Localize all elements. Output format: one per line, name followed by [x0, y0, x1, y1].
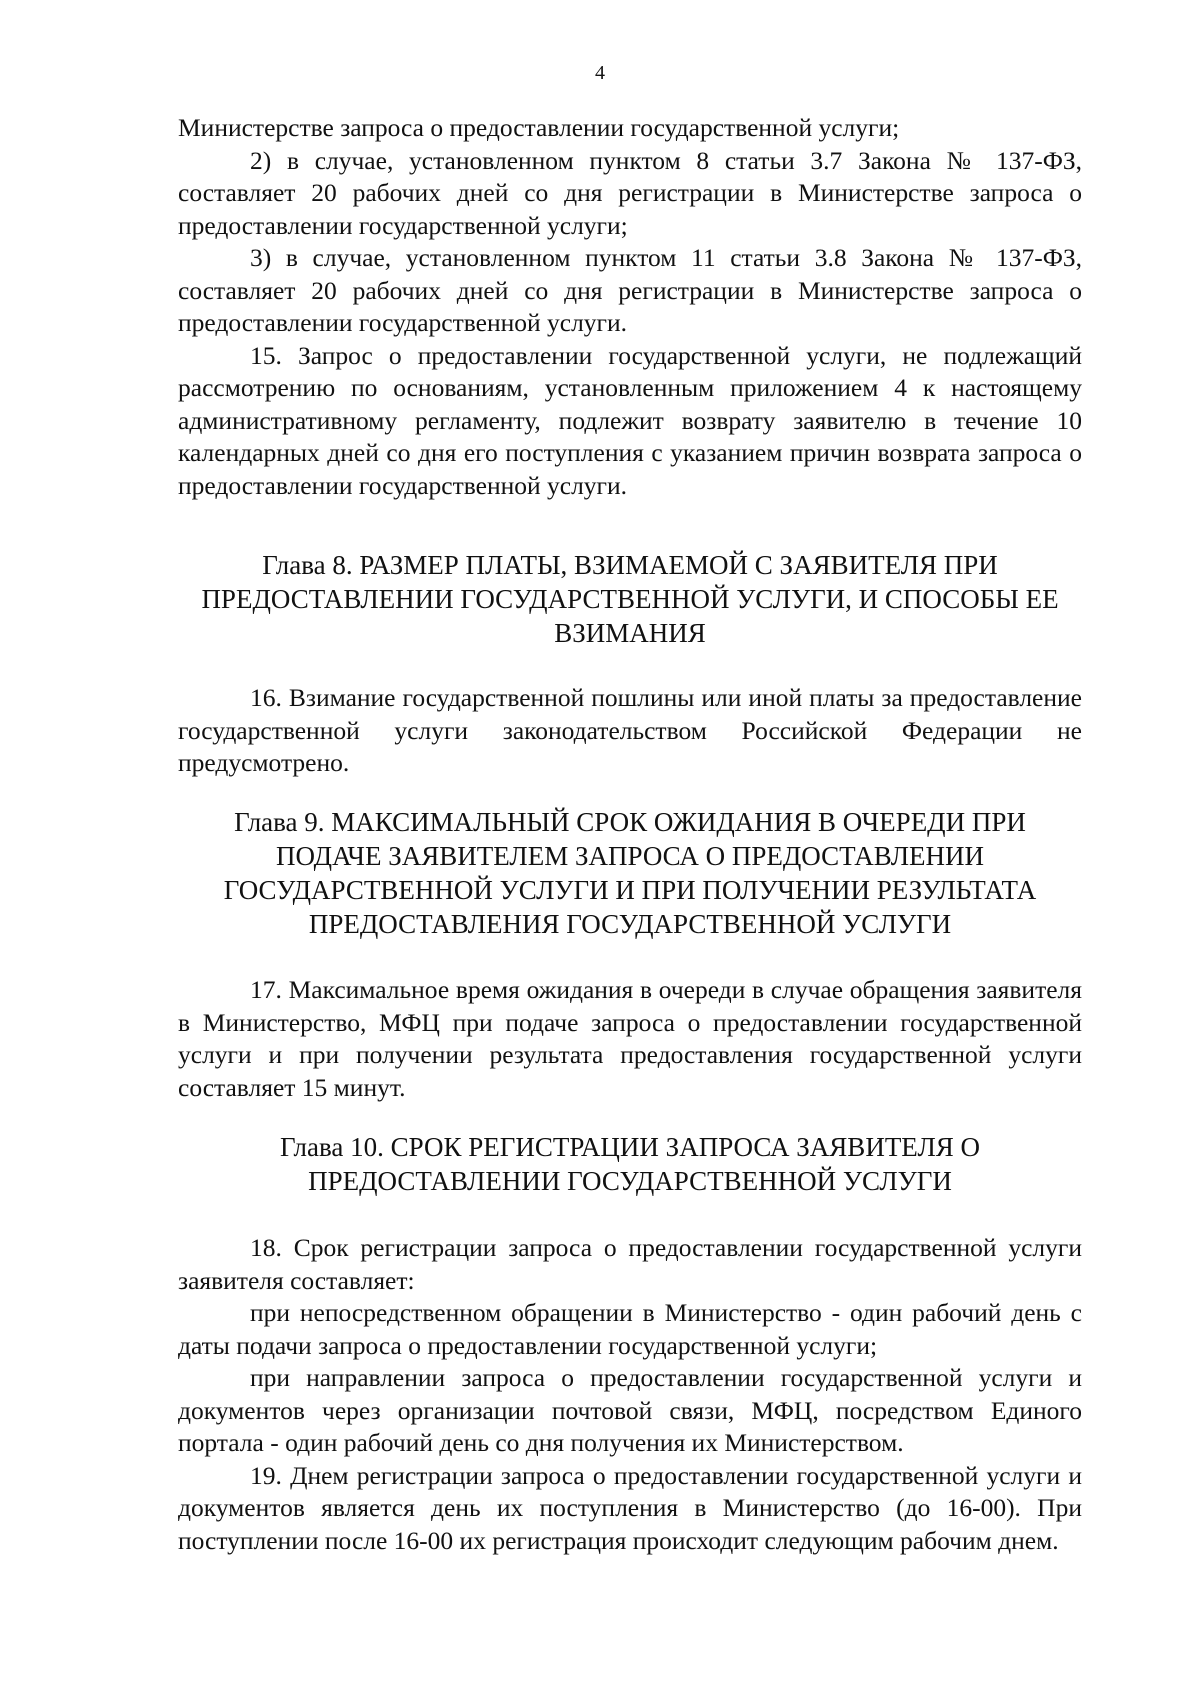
paragraph-18-item-1: при непосредственном обращении в Министерство - один рабочий день с даты подачи запроса о предоставлении государственной услуги; [178, 1298, 1082, 1360]
chapter-9-heading-line: ПРЕДОСТАВЛЕНИЯ ГОСУДАРСТВЕННОЙ УСЛУГИ [308, 909, 952, 939]
paragraph-18: 18. Срок регистрации запроса о предоставлении государственной услуги заявителя составляет: [178, 1233, 1082, 1295]
text-block-4 [178, 1232, 1082, 1557]
paragraph-14-item-3: 3) в случае, установленном пунктом 11 статьи 3.8 Закона № 137-ФЗ, составляет 20 рабочих дней со дня регистрации в Министерстве запроса о предоставлении государственной услуги. [178, 243, 1082, 337]
paragraph-16: 16. Взимание государственной пошлины или иной платы за предоставление государственной услуги законодательством Российской Федерации не предусмотрено. [178, 683, 1082, 777]
paragraph-17: 17. Максимальное время ожидания в очереди в случае обращения заявителя в Министерство, МФЦ при подаче запроса о предоставлении государственной услуги и при получении результата предоставления государственной услуги составляет 15 минут. [178, 975, 1082, 1102]
page-number: 4 [595, 62, 605, 84]
text-block-1 [178, 112, 1082, 502]
paragraph-19: 19. Днем регистрации запроса о предоставлении государственной услуги и документов является день их поступления в Министерство (до 16-00). При поступлении после 16-00 их регистрация происходит следующим рабочим днем. [178, 1460, 1082, 1555]
chapter-8-heading-line: ПРЕДОСТАВЛЕНИИ ГОСУДАРСТВЕННОЙ УСЛУГИ, И СПОСОБЫ ЕЕ [201, 584, 1059, 614]
chapter-8-heading-line: Глава 8. РАЗМЕР ПЛАТЫ, ВЗИМАЕМОЙ С ЗАЯВИТЕЛЯ ПРИ [262, 550, 998, 580]
chapter-9-heading-line: Глава 9. МАКСИМАЛЬНЫЙ СРОК ОЖИДАНИЯ В ОЧЕРЕДИ ПРИ [234, 807, 1026, 837]
chapter-10-heading-line: ПРЕДОСТАВЛЕНИИ ГОСУДАРСТВЕННОЙ УСЛУГИ [308, 1166, 952, 1196]
chapter-9-heading-line: ПОДАЧЕ ЗАЯВИТЕЛЕМ ЗАПРОСА О ПРЕДОСТАВЛЕНИИ [275, 841, 985, 871]
chapter-8-heading [178, 548, 1082, 650]
paragraph-14-item-2: 2) в случае, установленном пунктом 8 статьи 3.7 Закона № 137-ФЗ, составляет 20 рабочих дней со дня регистрации в Министерстве запроса о предоставлении государственной услуги; [178, 145, 1082, 240]
paragraph-14-continuation: Министерстве запроса о предоставлении государственной услуги; [178, 113, 900, 142]
text-block-2 [178, 682, 1082, 780]
chapter-9-heading-line: ГОСУДАРСТВЕННОЙ УСЛУГИ И ПРИ ПОЛУЧЕНИИ РЕЗУЛЬТАТА [223, 875, 1037, 905]
text-block-3 [178, 974, 1082, 1104]
paragraph-18-item-2: при направлении запроса о предоставлении государственной услуги и документов через организации почтовой связи, МФЦ, посредством Единого портала - один рабочий день со дня получения их Министерством. [178, 1363, 1082, 1457]
chapter-8-heading-line: ВЗИМАНИЯ [554, 618, 706, 648]
paragraph-15: 15. Запрос о предоставлении государственной услуги, не подлежащий рассмотрению по основаниям, установленным приложением 4 к настоящему административному регламенту, подлежит возврату заявителю в течение 10 календарных дней со дня его поступления с указанием причин возврата запроса о предоставлении государственной услуги. [178, 340, 1082, 500]
chapter-10-heading-line: Глава 10. СРОК РЕГИСТРАЦИИ ЗАПРОСА ЗАЯВИТЕЛЯ О [279, 1132, 981, 1162]
chapter-9-heading [178, 805, 1082, 941]
chapter-10-heading [178, 1130, 1082, 1198]
